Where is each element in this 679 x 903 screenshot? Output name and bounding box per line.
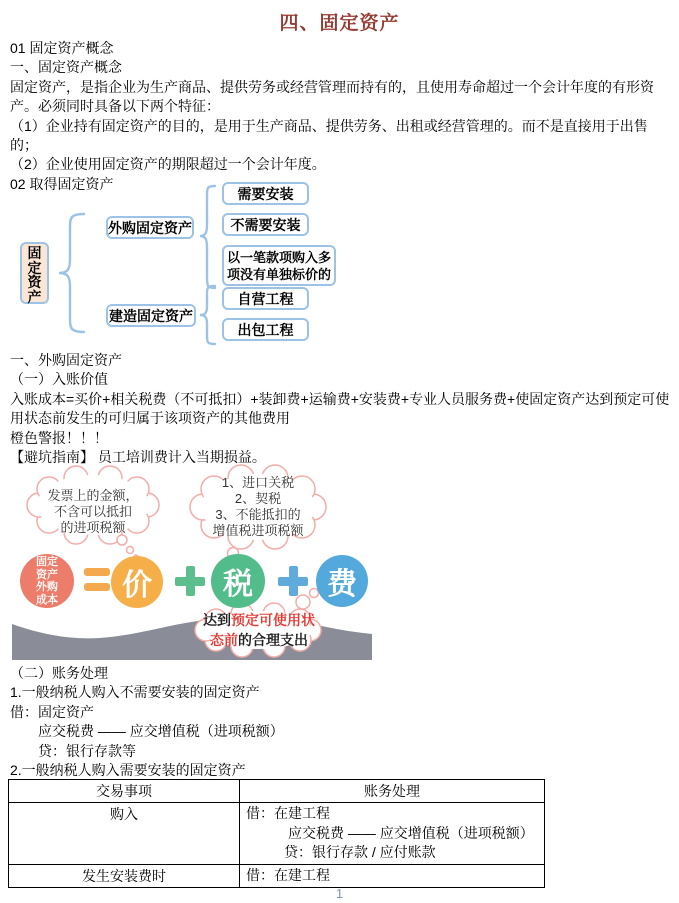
alert-text: 橙色警报！！！ xyxy=(10,429,108,446)
journal-line: 贷：银行存款 / 应付账款 xyxy=(284,844,436,860)
brace-connector-icon xyxy=(56,212,88,334)
treatment-cell xyxy=(240,864,545,887)
diagram-root-node: 固定资产 xyxy=(20,242,49,304)
accounting-table xyxy=(8,779,545,888)
tax-circle: 税 xyxy=(211,554,265,608)
diagram-leaf-no-install: 不需要安装 xyxy=(222,213,309,236)
diagram-leaf-needs-install: 需要安装 xyxy=(222,182,309,205)
diagram-node-constructed: 建造固定资产 xyxy=(106,304,196,327)
diagram-node-purchased: 外购固定资产 xyxy=(106,216,194,239)
column-header: 交易事项 xyxy=(9,780,240,803)
journal-line: 应交税费 —— 应交增值税（进项税额） xyxy=(288,824,534,841)
plus-icon xyxy=(175,566,205,596)
fixed-asset-diagram xyxy=(0,172,360,352)
diagram-leaf-lump-sum: 以一笔款项购入多项没有单独标价的 xyxy=(222,245,336,286)
brace-connector-icon xyxy=(198,184,218,290)
paragraph: 固定资产，是指企业为生产商品、提供劳务或经营管理而持有的，且使用寿命超过一个会计年度的有形资产。必须同时具备以下两个特征： xyxy=(10,78,654,115)
transaction-cell: 购入 xyxy=(9,803,240,865)
column-header: 账务处理 xyxy=(240,780,545,803)
accounting-section xyxy=(10,664,672,780)
cost-circle: 固定 资产 外购 成本 xyxy=(20,554,74,608)
bubble-line: 达到预定可使用状 xyxy=(203,612,315,628)
journal-line: 借：固定资产 xyxy=(10,703,94,720)
table-row xyxy=(9,803,545,865)
cost-formula-illustration xyxy=(0,462,379,662)
brace-connector-icon xyxy=(198,284,218,346)
bottom-bubble-text xyxy=(196,610,322,650)
page-title: 四、固定资产 xyxy=(279,13,400,34)
paragraph: 入账成本=买价+相关税费（不可抵扣）+装卸费+运输费+安装费+专业人员服务费+使固定资产达到预定可使用状态前发生的可归属于该项资产的其他费用 xyxy=(10,390,670,427)
heading: 一、外购固定资产 xyxy=(10,352,122,368)
heading: 一、固定资产概念 xyxy=(10,59,122,76)
table-row xyxy=(9,864,545,887)
plus-icon xyxy=(278,566,308,596)
table-header-row xyxy=(9,780,545,803)
purchase-section xyxy=(10,351,672,467)
case-heading: 2.一般纳税人购入需要安装的固定资产 xyxy=(10,762,246,779)
diagram-leaf-outsourced: 出包工程 xyxy=(222,318,309,341)
tip-text: 【避坑指南】 员工培训费计入当期损益。 xyxy=(10,449,266,466)
right-bubble-text: 1、进口关税 2、契税 3、不能抵扣的 增值税进项税额 xyxy=(212,475,304,538)
journal-line: 贷：银行存款等 xyxy=(38,742,136,759)
equals-icon xyxy=(84,568,110,591)
section-label: 02 取得固定资产 xyxy=(10,175,114,192)
list-item: （1）企业持有固定资产的目的，是用于生产商品、提供劳务、出租或经营管理的。而不是直接用于出售的； xyxy=(10,117,648,154)
page-number: 1 xyxy=(335,886,344,901)
fee-circle: 费 xyxy=(316,555,368,607)
section-label: 01 固定资产概念 xyxy=(10,40,114,56)
journal-line: 借：在建工程 xyxy=(246,866,330,883)
transaction-cell: 发生安装费时 xyxy=(9,864,240,887)
case-heading: 1.一般纳税人购入不需要安装的固定资产 xyxy=(10,684,260,701)
subheading: （一）入账价值 xyxy=(10,371,108,388)
subheading: （二）账务处理 xyxy=(10,665,108,681)
bubble-line: 态前的合理支出 xyxy=(210,632,308,648)
list-item: （2）企业使用固定资产的期限超过一个会计年度。 xyxy=(10,156,326,173)
left-bubble-text: 发票上的金额， 不含可以抵扣 的进项税额 xyxy=(47,488,139,535)
price-circle: 价 xyxy=(111,556,163,608)
intro-section xyxy=(10,39,672,194)
journal-line: 借：在建工程 xyxy=(246,805,330,821)
diagram-leaf-self-build: 自营工程 xyxy=(222,287,309,310)
treatment-cell xyxy=(240,803,545,865)
journal-line: 应交税费 —— 应交增值税（进项税额） xyxy=(38,723,284,740)
